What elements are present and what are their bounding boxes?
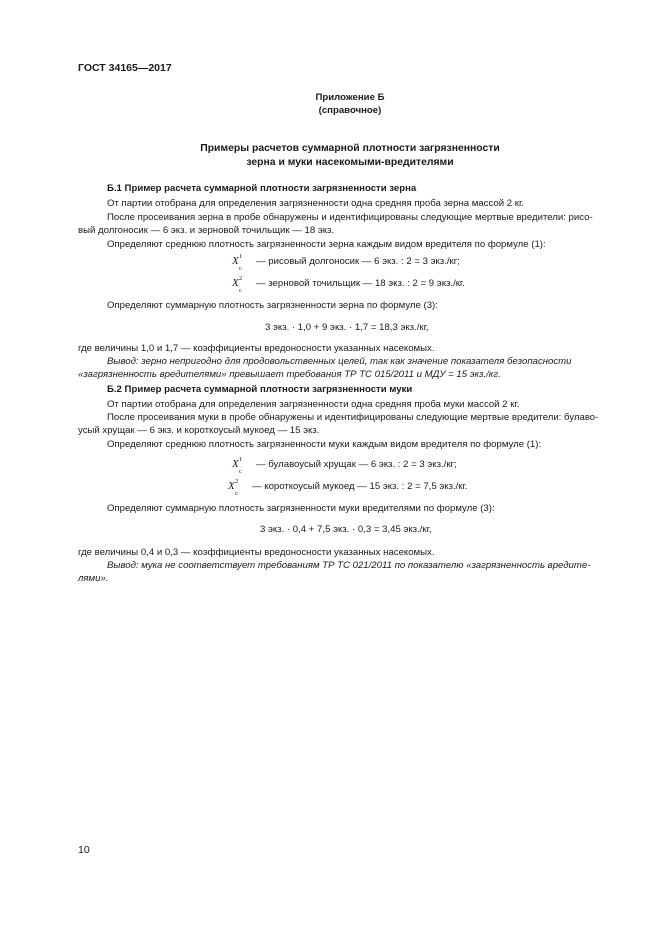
x-symbol: X 2 c — [228, 478, 239, 497]
section-b2-formula-2: X 2 c — короткоусый мукоед — 15 экз. : 2 = 7,5 экз./кг. — [228, 478, 468, 497]
section-b2-conclusion-b: лями». — [78, 573, 109, 584]
section-b2-p2a: После просеивания муки в пробе обнаружены и идентифицированы следующие мертвые вредители: булаво- — [107, 412, 599, 423]
section-b2-p2b: усый хрущак — 6 экз. и короткоусый мукоед — 15 экз. — [78, 425, 320, 436]
section-b1-p4: Определяют суммарную плотность загрязненности зерна по формуле (3): — [107, 300, 438, 311]
x-symbol: X 1 c — [232, 253, 243, 272]
section-b2-p1: От партии отобрана для определения загрязненности одна средняя проба муки массой 2 кг. — [107, 399, 520, 410]
section-b2-p4: Определяют суммарную плотность загрязненности муки вредителями по формуле (3): — [107, 503, 495, 514]
section-b1-conclusion-a: Вывод: зерно непригодно для продовольственных целей, так как значение показателя безопасности — [107, 356, 572, 367]
section-b1-p2b: вый долгоносик — 6 экз. и зерновой точильщик — 18 экз. — [78, 225, 335, 236]
section-b1-p1: От партии отобрана для определения загрязненности одна средняя проба зерна массой 2 кг. — [107, 198, 524, 209]
heading-line-1: Примеры расчетов суммарной плотности загрязненности — [200, 143, 500, 154]
section-b2-sum-formula: 3 экз. · 0,4 + 7,5 экз. · 0,3 = 3,45 экз./кг, — [260, 524, 432, 535]
section-b2-title: Б.2 Пример расчета суммарной плотности загрязненности муки — [107, 384, 413, 395]
section-b1-title: Б.1 Пример расчета суммарной плотности загрязненности зерна — [107, 183, 417, 194]
section-b2-p3: Определяют среднюю плотность загрязненности муки каждым видом вредителя по формуле (1): — [107, 439, 542, 450]
section-b1-formula-2: X 2 c — зерновой точильщик — 18 экз. : 2 = 9 экз./кг. — [232, 275, 465, 294]
section-b1-formula-1: X 1 c — рисовый долгоносик — 6 экз. : 2 = 3 экз./кг; — [232, 253, 460, 272]
section-b1-sum-formula: 3 экз. · 1,0 + 9 экз. · 1,7 = 18,3 экз./кг, — [265, 322, 429, 333]
appendix-subtitle: (справочное) — [318, 105, 382, 116]
document-code: ГОСТ 34165—2017 — [78, 62, 172, 74]
appendix-title: Приложение Б — [315, 92, 385, 103]
section-b1-p3: Определяют среднюю плотность загрязненности зерна каждым видом вредителя по формуле (1): — [107, 239, 546, 250]
x-symbol: X 2 c — [232, 275, 243, 294]
section-b1-p2a: После просеивания зерна в пробе обнаружены и идентифицированы следующие мертвые вредители: рисо- — [107, 212, 593, 223]
section-b2-p5: где величины 0,4 и 0,3 — коэффициенты вредоносности указанных насекомых. — [78, 547, 435, 558]
heading-line-2: зерна и муки насекомыми-вредителями — [246, 157, 454, 168]
x-symbol: X 1 c — [232, 456, 243, 475]
page-number: 10 — [78, 844, 90, 856]
section-b2-conclusion-a: Вывод: мука не соответствует требованиям ТР ТС 021/2011 по показателю «загрязненность вредите- — [107, 560, 591, 571]
section-b1-p5: где величины 1,0 и 1,7 — коэффициенты вредоносности указанных насекомых. — [78, 343, 435, 354]
section-b2-formula-1: X 1 c — булавоусый хрущак — 6 экз. : 2 = 3 экз./кг; — [232, 456, 457, 475]
section-b1-conclusion-b: «загрязненность вредителями» превышает требования ТР ТС 015/2011 и МДУ = 15 экз./кг. — [78, 369, 501, 380]
